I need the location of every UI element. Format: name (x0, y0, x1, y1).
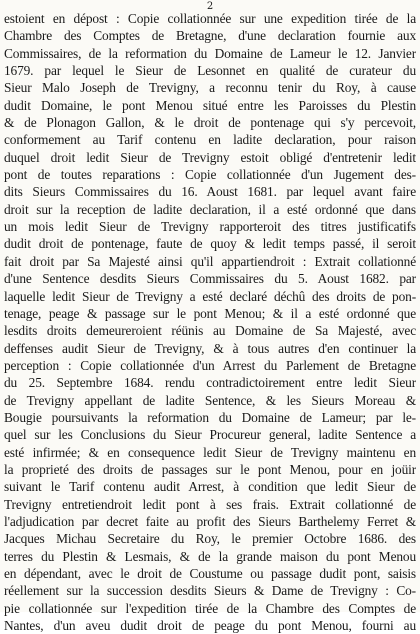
text-line: la proprieté des droits de passages sur le pont Menou, pour en joüir (4, 461, 416, 477)
text-line: en dépendant, avec le droit de Coustume ou passage dudit pont, saisis (4, 566, 416, 581)
text-line: l'adjudication par decret faite au profit des Sieurs Barthelemy Ferret & (4, 513, 416, 529)
text-line: réellement sur la succession desdits Sieurs & Dame de Trevigny : Co- (4, 583, 416, 599)
text-line: deffenses audit Sieur de Trevigny, & à tous autres d'en continuer la (4, 340, 416, 356)
text-line: 1679. par lequel le Sieur de Lesonnet en qualité de curateur du (4, 63, 416, 79)
text-line: esté infirmée; & en consequence ledit Sieur de Trevigny maintenu en (4, 444, 416, 460)
text-line: pont de toutes reparations : Copie collationnée d'un Jugement des- (4, 167, 416, 183)
text-line: terres du Plestin & Lesmais, & de la grande maison du pont Menou (4, 548, 416, 564)
text-line: un mois ledit Sieur de Trevigny rapporteroit des titres justificatifs (4, 219, 416, 235)
text-line: de Trevigny appellant de ladite Sentence, & les Sieurs Moreau & (4, 392, 416, 408)
text-line: droit sur la reception de ladite declaration, il a esté ordonné que dans (4, 201, 416, 217)
text-line: fait droit par Sa Majesté ainsi qu'il appartiendroit : Extrait collationné (4, 253, 416, 269)
text-line: estoient en dépost : Copie collationnée sur une expedition tirée de la (4, 11, 416, 26)
text-line: du 25. Septembre 1684. rendu contradictoirement entre ledit Sieur (4, 375, 416, 391)
text-line: pie collationnée sur l'expedition tirée de la Chambre des Comptes de (4, 600, 416, 616)
text-line: suivant le Tarif contenu audit Arrest, à condition que ledit Sieur de (4, 479, 416, 495)
text-line: Trevigny entretiendroit ledit pont à ses frais. Extrait collationné de (4, 496, 416, 512)
text-line: laquelle ledit Sieur de Trevigny a esté declaré déchû des droits de pon- (4, 288, 416, 304)
text-line: conformement au Tarif contenu en ladite declaration, pour raison (4, 132, 416, 148)
body-text (4, 10, 416, 634)
text-line: Chambre des Comptes de Bretagne, d'une declaration fournie aux (4, 28, 416, 44)
text-line: dits Sieurs Commissaires du 16. Aoust 1681. par lequel avant faire (4, 184, 416, 200)
text-line: tenage, peage & passage sur le pont Menou; & il a esté ordonné que (4, 305, 416, 321)
text-line: Sieur Malo Joseph de Trevigny, a reconnu tenir du Roy, à cause (4, 80, 416, 96)
text-line: & de Plonagon Gallon, & le droit de pontenage qui s'y percevoit, (4, 115, 416, 131)
text-line: quel sur les Conclusions du Sieur Procureur general, ladite Sentence a (4, 427, 416, 443)
text-line: perception : Copie collationnée d'un Arrest du Parlement de Bretagne (4, 357, 416, 373)
page-number: 2 (206, 1, 214, 12)
text-line: Jacques Michau Secretaire du Roy, le premier Octobre 1686. des (4, 531, 416, 547)
text-line: Nantes, d'un aveu dudit droit de peage du pont Menou, fourni au (4, 618, 416, 634)
text-line: Commissaires, de la reformation du Domaine de Lameur le 12. Janvier (4, 45, 416, 61)
text-line: lesdits droits demeureroient réünis au Domaine de Sa Majesté, avec (4, 323, 416, 339)
text-line: duquel droit ledit Sieur de Trevigny estoit obligé d'entretenir ledit (4, 149, 416, 165)
text-line: dudit droit de pontenage, faute de quoy & ledit temps passé, il seroit (4, 236, 416, 252)
text-line: Bougie poursuivants la reformation du Domaine de Lameur; par le- (4, 409, 416, 425)
text-line: d'une Sentence desdits Sieurs Commissaires du 5. Aoust 1682. par (4, 271, 416, 287)
text-line: dudit Domaine, le pont Menou situé entre les Paroisses du Plestin (4, 97, 416, 113)
